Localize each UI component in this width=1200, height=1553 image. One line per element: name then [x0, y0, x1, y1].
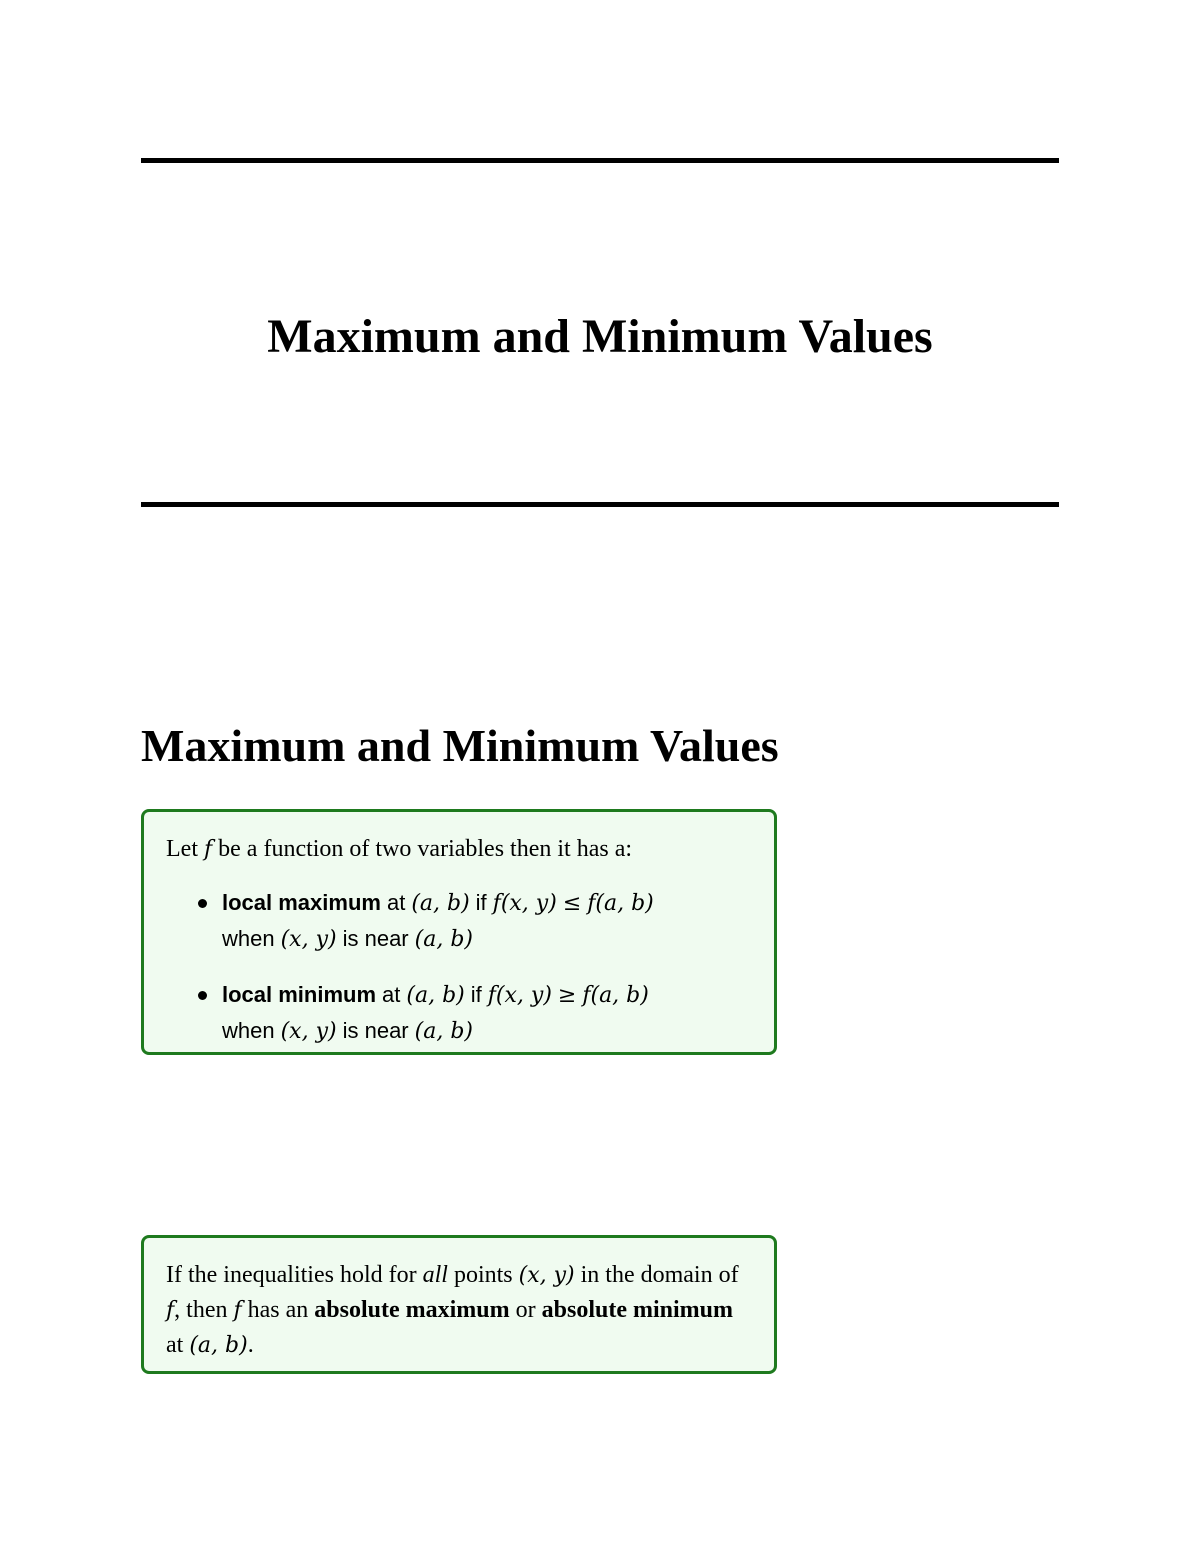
term-absolute-minimum: absolute minimum [541, 1297, 733, 1323]
definition-box [141, 809, 777, 1055]
absolute-extrema-box [141, 1235, 777, 1374]
list-item-local-minimum: local minimum at (a, b) if f(x, y) ≥ f(a, b) when (x, y) is near (a, b) [198, 977, 754, 1049]
list-item-local-maximum: local maximum at (a, b) if f(x, y) ≤ f(a, b) when (x, y) is near (a, b) [198, 885, 754, 957]
term-local-minimum: local minimum [222, 982, 377, 1007]
definition-intro: Let f be a function of two variables then it has a: [166, 836, 633, 862]
term-absolute-maximum: absolute maximum [314, 1297, 510, 1323]
title-bottom-rule [141, 502, 1059, 507]
slide-heading: Maximum and Minimum Values [141, 720, 779, 771]
title-top-rule [141, 158, 1059, 163]
absolute-extrema-text: If the inequalities hold for all points (x, y) in the domain of f, then f has an absolute maximum or absolute minimum at (a, b). [166, 1262, 739, 1358]
definition-list [166, 885, 754, 1049]
term-local-maximum: local maximum [222, 890, 381, 915]
title-slide-heading: Maximum and Minimum Values [267, 310, 933, 363]
